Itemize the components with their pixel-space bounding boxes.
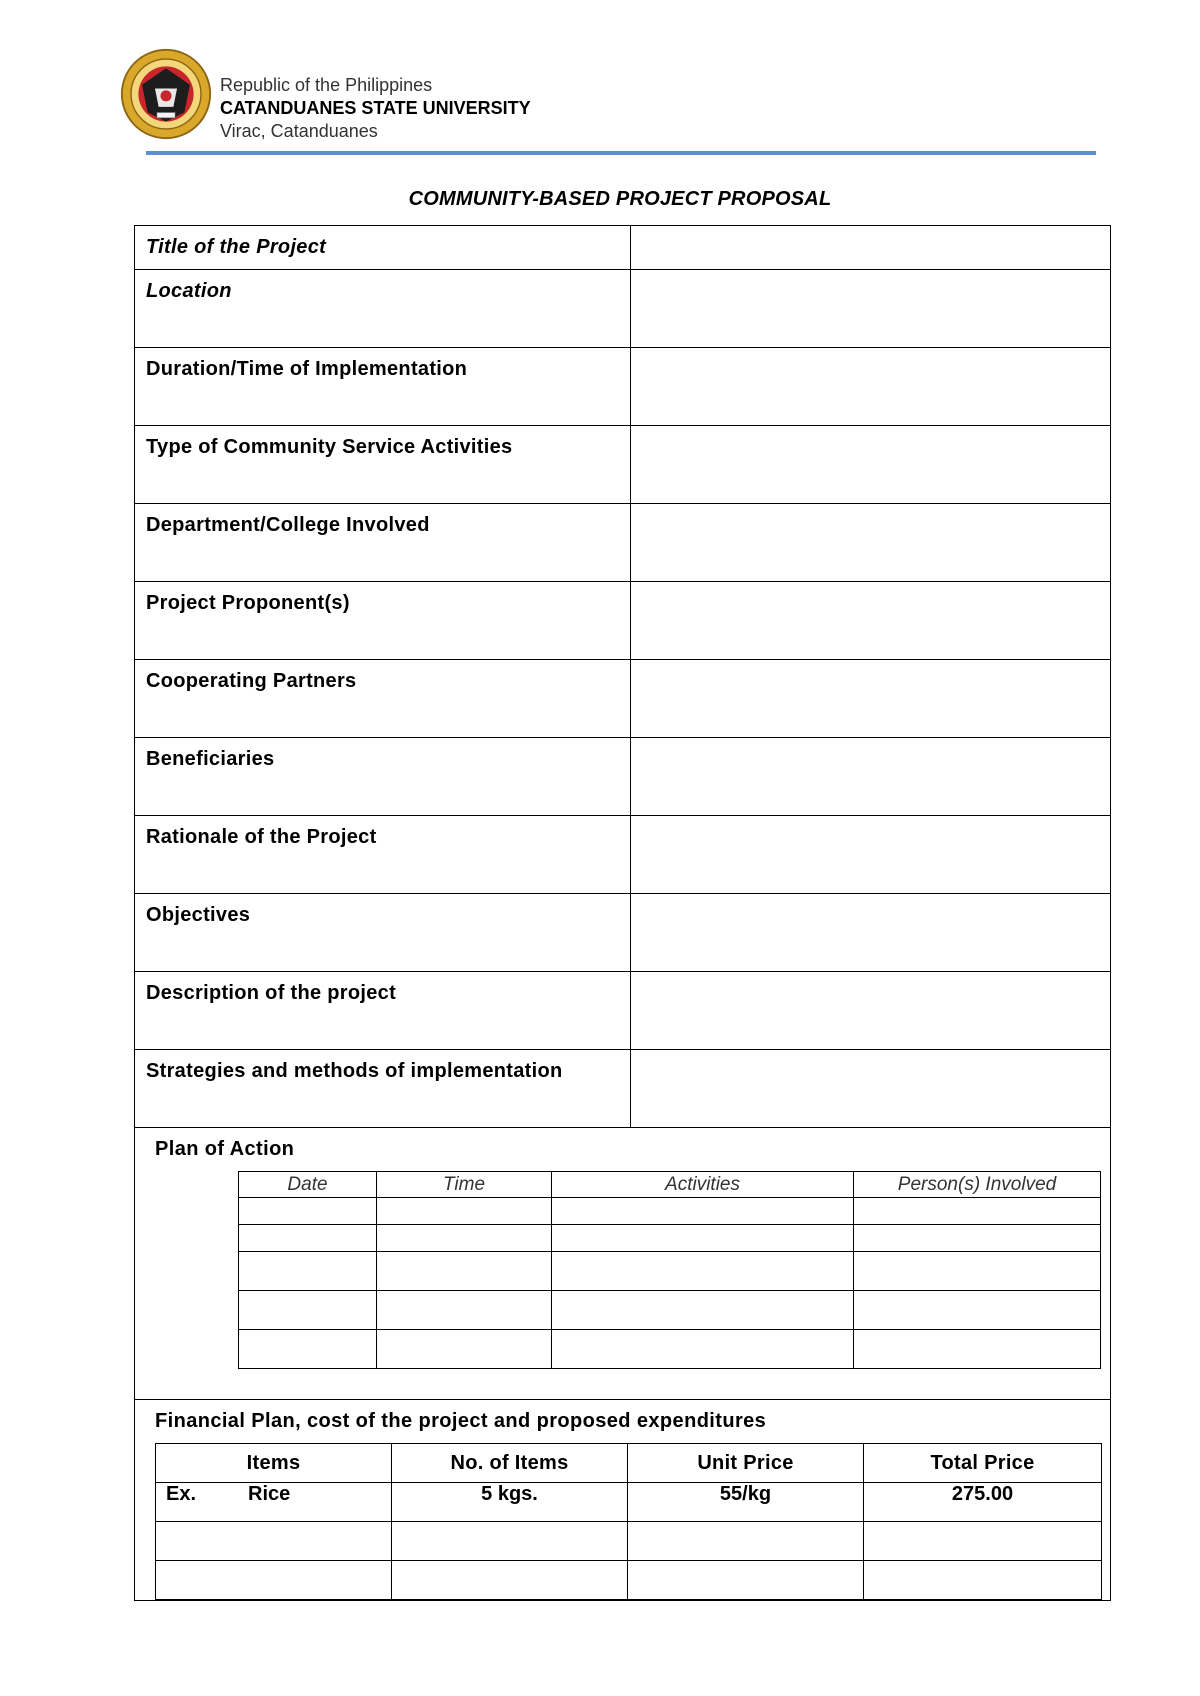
table-cell[interactable]	[854, 1252, 1101, 1291]
column-header-unit-price: Unit Price	[628, 1444, 864, 1483]
example-prefix: Ex.	[166, 1483, 197, 1505]
table-cell[interactable]	[392, 1522, 628, 1561]
table-cell[interactable]	[628, 1522, 864, 1561]
table-cell[interactable]	[377, 1291, 552, 1330]
table-cell[interactable]	[239, 1291, 377, 1330]
field-label: Objectives	[135, 894, 631, 972]
table-row	[239, 1225, 1101, 1252]
field-value-location[interactable]	[631, 270, 1111, 348]
table-cell[interactable]	[377, 1198, 552, 1225]
financial-plan-section	[135, 1400, 1111, 1601]
proposal-form	[134, 225, 1111, 1601]
field-label: Project Proponent(s)	[135, 582, 631, 660]
column-header-quantity: No. of Items	[392, 1444, 628, 1483]
table-cell[interactable]	[377, 1225, 552, 1252]
table-row	[156, 1561, 1102, 1600]
example-unit-price[interactable]: 55/kg	[628, 1483, 864, 1522]
table-cell[interactable]	[239, 1225, 377, 1252]
table-cell[interactable]	[854, 1330, 1101, 1369]
plan-of-action-section	[135, 1128, 1111, 1400]
table-cell[interactable]	[239, 1198, 377, 1225]
table-row	[239, 1330, 1101, 1369]
table-cell[interactable]	[156, 1483, 392, 1522]
plan-of-action-title: Plan of Action	[155, 1138, 295, 1160]
column-header-date: Date	[239, 1172, 377, 1198]
field-value-partners[interactable]	[631, 660, 1111, 738]
table-cell[interactable]	[854, 1291, 1101, 1330]
financial-plan-table	[155, 1443, 1102, 1600]
table-row	[156, 1522, 1102, 1561]
table-cell[interactable]	[552, 1330, 854, 1369]
table-row	[239, 1291, 1101, 1330]
plan-of-action-table	[238, 1171, 1101, 1369]
field-label: Title of the Project	[135, 226, 631, 270]
table-cell[interactable]	[864, 1522, 1102, 1561]
field-value-title[interactable]	[631, 226, 1111, 270]
university-seal-icon	[120, 48, 212, 140]
table-cell[interactable]	[552, 1291, 854, 1330]
column-header-persons: Person(s) Involved	[854, 1172, 1101, 1198]
table-cell[interactable]	[156, 1522, 392, 1561]
column-header-time: Time	[377, 1172, 552, 1198]
table-row	[156, 1483, 1102, 1522]
example-quantity[interactable]: 5 kgs.	[392, 1483, 628, 1522]
table-cell[interactable]	[377, 1252, 552, 1291]
field-value-objectives[interactable]	[631, 894, 1111, 972]
field-label: Strategies and methods of implementation	[135, 1050, 631, 1128]
field-label: Cooperating Partners	[135, 660, 631, 738]
table-cell[interactable]	[854, 1225, 1101, 1252]
field-label: Rationale of the Project	[135, 816, 631, 894]
header-divider	[146, 151, 1096, 155]
field-value-description[interactable]	[631, 972, 1111, 1050]
table-row	[239, 1198, 1101, 1225]
letterhead-address: Virac, Catanduanes	[220, 121, 378, 141]
column-header-activities: Activities	[552, 1172, 854, 1198]
letterhead	[220, 74, 531, 143]
field-value-activity-type[interactable]	[631, 426, 1111, 504]
column-header-items: Items	[156, 1444, 392, 1483]
table-cell[interactable]	[552, 1198, 854, 1225]
column-header-total-price: Total Price	[864, 1444, 1102, 1483]
table-cell[interactable]	[239, 1252, 377, 1291]
table-cell[interactable]	[864, 1561, 1102, 1600]
letterhead-country: Republic of the Philippines	[220, 75, 433, 95]
field-label: Duration/Time of Implementation	[135, 348, 631, 426]
field-value-duration[interactable]	[631, 348, 1111, 426]
example-total-price[interactable]: 275.00	[864, 1483, 1102, 1522]
table-cell[interactable]	[552, 1252, 854, 1291]
field-label: Department/College Involved	[135, 504, 631, 582]
field-value-strategies[interactable]	[631, 1050, 1111, 1128]
table-cell[interactable]	[552, 1225, 854, 1252]
table-cell[interactable]	[854, 1198, 1101, 1225]
field-value-proponents[interactable]	[631, 582, 1111, 660]
financial-plan-title: Financial Plan, cost of the project and proposed expenditures	[155, 1410, 767, 1432]
field-value-rationale[interactable]	[631, 816, 1111, 894]
field-label: Beneficiaries	[135, 738, 631, 816]
table-cell[interactable]	[392, 1561, 628, 1600]
field-value-department[interactable]	[631, 504, 1111, 582]
table-cell[interactable]	[156, 1561, 392, 1600]
field-value-beneficiaries[interactable]	[631, 738, 1111, 816]
example-item: Rice	[248, 1483, 291, 1505]
field-label: Location	[135, 270, 631, 348]
table-cell[interactable]	[239, 1330, 377, 1369]
table-cell[interactable]	[377, 1330, 552, 1369]
field-label: Description of the project	[135, 972, 631, 1050]
field-label: Type of Community Service Activities	[135, 426, 631, 504]
document-title: COMMUNITY-BASED PROJECT PROPOSAL	[408, 188, 832, 210]
letterhead-university: CATANDUANES STATE UNIVERSITY	[220, 98, 531, 118]
table-row	[239, 1252, 1101, 1291]
table-cell[interactable]	[628, 1561, 864, 1600]
